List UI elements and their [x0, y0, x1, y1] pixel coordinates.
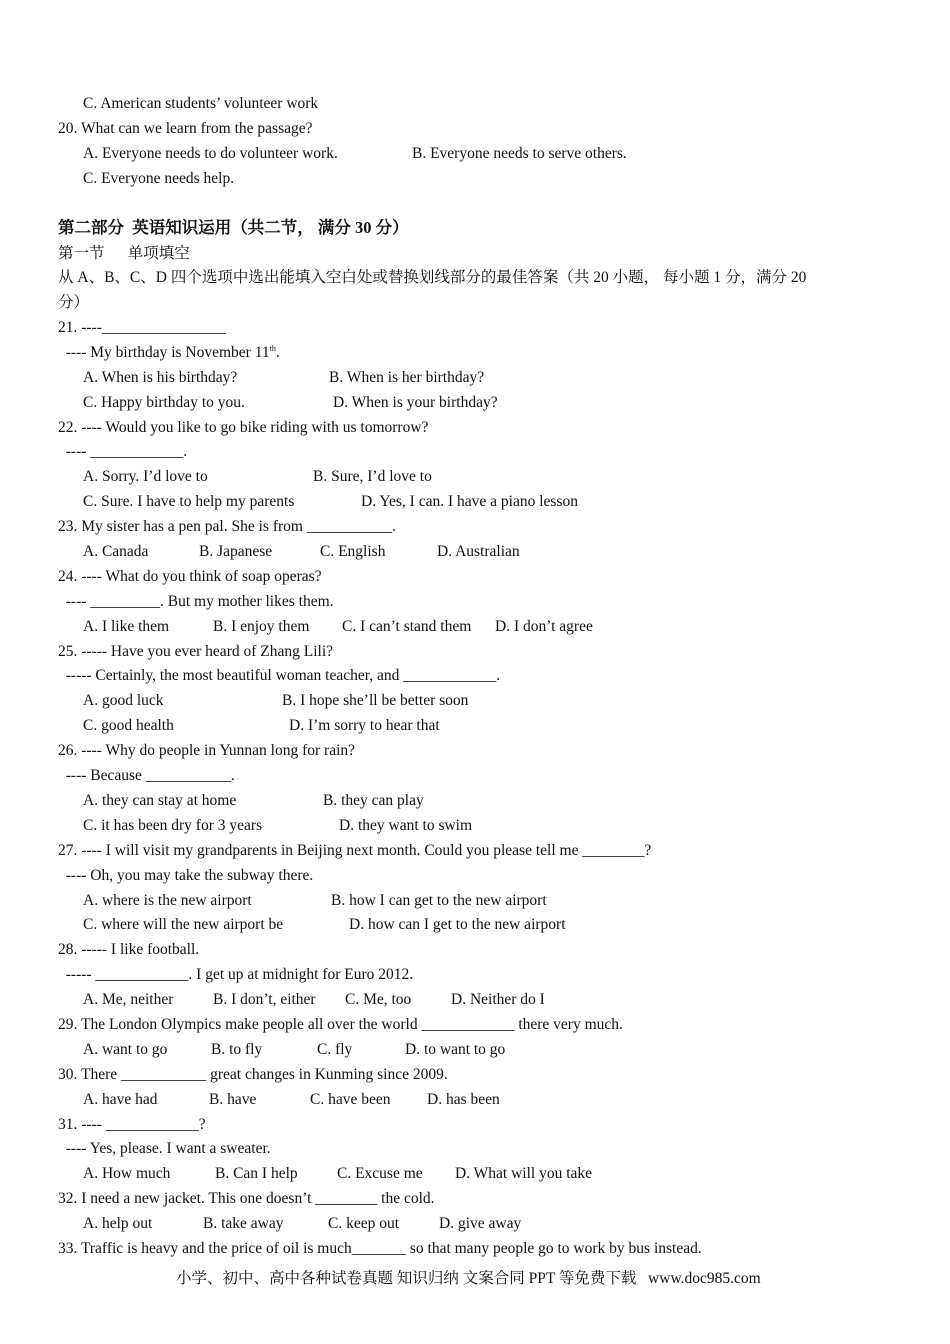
q21-option-c: C. Happy birthday to you.	[83, 394, 245, 411]
q28-option-a: A. Me, neither	[83, 991, 174, 1008]
q21-option-b: B. When is her birthday?	[329, 369, 485, 386]
q20-option-c: C. Everyone needs help.	[83, 170, 235, 187]
q26-option-c: C. it has been dry for 3 years	[83, 817, 263, 834]
q29-option-c: C. fly	[317, 1041, 353, 1058]
q27-option-b: B. how I can get to the new airport	[331, 892, 547, 909]
q21-reply	[58, 343, 280, 363]
page-footer: 小学、初中、高中各种试卷真题 知识归纳 文案合同 PPT 等免费下载 www.doc985.com	[176, 1270, 761, 1287]
q22-option-c: C. Sure. I have to help my parents	[83, 493, 295, 510]
instruction-line-2: 分）	[58, 294, 90, 311]
q22-option-a: A. Sorry. I’d love to	[83, 468, 208, 485]
q21-option-d: D. When is your birthday?	[333, 394, 498, 411]
q23-stem: 23. My sister has a pen pal. She is from ___________.	[58, 518, 396, 535]
q25-option-c: C. good health	[83, 717, 174, 734]
q31-option-d: D. What will you take	[455, 1165, 593, 1182]
q31-stem: 31. ---- ____________?	[58, 1116, 206, 1133]
q26-stem: 26. ---- Why do people in Yunnan long for rain?	[58, 742, 356, 759]
q29-option-b: B. to fly	[211, 1041, 263, 1058]
q20-option-a: A. Everyone needs to do volunteer work.	[83, 145, 338, 162]
q31-option-c: C. Excuse me	[337, 1165, 423, 1182]
q20-stem: 20. What can we learn from the passage?	[58, 120, 313, 137]
q28-reply: ----- ____________. I get up at midnight for Euro 2012.	[58, 966, 414, 983]
q29-option-a: A. want to go	[83, 1041, 168, 1058]
q32-option-c: C. keep out	[328, 1215, 400, 1232]
q26-option-d: D. they want to swim	[339, 817, 473, 834]
q21-reply-period: .	[275, 344, 280, 361]
q24-option-b: B. I enjoy them	[213, 618, 310, 635]
q32-option-d: D. give away	[439, 1215, 522, 1232]
q31-option-b: B. Can I help	[215, 1165, 298, 1182]
q30-option-c: C. have been	[310, 1091, 391, 1108]
q25-reply: ----- Certainly, the most beautiful woman teacher, and ____________.	[58, 667, 501, 684]
q31-option-a: A. How much	[83, 1165, 171, 1182]
q25-option-b: B. I hope she’ll be better soon	[282, 692, 469, 709]
q28-stem: 28. ----- I like football.	[58, 941, 200, 958]
q20-option-b: B. Everyone needs to serve others.	[412, 145, 627, 162]
q23-option-d: D. Australian	[437, 543, 520, 560]
q29-option-d: D. to want to go	[405, 1041, 506, 1058]
q25-option-d: D. I’m sorry to hear that	[289, 717, 440, 734]
q28-option-b: B. I don’t, either	[213, 991, 316, 1008]
q30-stem: 30. There ___________ great changes in Kunming since 2009.	[58, 1066, 448, 1083]
q26-reply: ---- Because ___________.	[58, 767, 235, 784]
q24-stem: 24. ---- What do you think of soap operas?	[58, 568, 322, 585]
q28-option-d: D. Neither do I	[451, 991, 545, 1008]
q23-option-b: B. Japanese	[199, 543, 273, 560]
part2-heading: 第二部分 英语知识运用（共二节， 满分 30 分）	[58, 218, 409, 237]
q27-option-a: A. where is the new airport	[83, 892, 252, 909]
q24-reply: ---- _________. But my mother likes them.	[58, 593, 334, 610]
q19-option-c: C. American students’ volunteer work	[83, 95, 319, 112]
q31-reply: ---- Yes, please. I want a sweater.	[58, 1140, 271, 1157]
q32-option-a: A. help out	[83, 1215, 153, 1232]
q23-option-a: A. Canada	[83, 543, 149, 560]
q26-option-a: A. they can stay at home	[83, 792, 237, 809]
q27-option-d: D. how can I get to the new airport	[349, 916, 566, 933]
section-title: 第一节 单项填空	[58, 245, 190, 262]
q21-reply-superscript: th	[269, 343, 276, 353]
q27-reply: ---- Oh, you may take the subway there.	[58, 867, 314, 884]
q27-option-c: C. where will the new airport be	[83, 916, 284, 933]
q28-option-c: C. Me, too	[345, 991, 412, 1008]
q33-stem: 33. Traffic is heavy and the price of oil is much_______ so that many people go to work by bus instead.	[58, 1240, 702, 1257]
q22-reply: ---- ____________.	[58, 443, 188, 460]
q22-option-b: B. Sure, I’d love to	[313, 468, 432, 485]
q22-option-d: D. Yes, I can. I have a piano lesson	[361, 493, 578, 510]
q24-option-d: D. I don’t agree	[495, 618, 593, 635]
q30-option-a: A. have had	[83, 1091, 158, 1108]
q30-option-b: B. have	[209, 1091, 257, 1108]
q30-option-d: D. has been	[427, 1091, 500, 1108]
q24-option-c: C. I can’t stand them	[342, 618, 472, 635]
q27-stem: 27. ---- I will visit my grandparents in Beijing next month. Could you please tell me ________?	[58, 842, 652, 859]
q21-stem: 21. ----________________	[58, 319, 226, 336]
q23-option-c: C. English	[320, 543, 386, 560]
q29-stem: 29. The London Olympics make people all over the world ____________ there very much.	[58, 1016, 623, 1033]
q26-option-b: B. they can play	[323, 792, 424, 809]
q22-stem: 22. ---- Would you like to go bike riding with us tomorrow?	[58, 419, 429, 436]
instruction-line-1: 从 A、B、C、D 四个选项中选出能填入空白处或替换划线部分的最佳答案（共 20 小题， 每小题 1 分，满分 20	[58, 269, 807, 286]
q21-option-a: A. When is his birthday?	[83, 369, 238, 386]
q25-stem: 25. ----- Have you ever heard of Zhang Lili?	[58, 643, 334, 660]
q25-option-a: A. good luck	[83, 692, 164, 709]
q32-option-b: B. take away	[203, 1215, 284, 1232]
q32-stem: 32. I need a new jacket. This one doesn’t ________ the cold.	[58, 1190, 435, 1207]
q21-reply-text: ---- My birthday is November 11	[58, 344, 270, 361]
q24-option-a: A. I like them	[83, 618, 170, 635]
